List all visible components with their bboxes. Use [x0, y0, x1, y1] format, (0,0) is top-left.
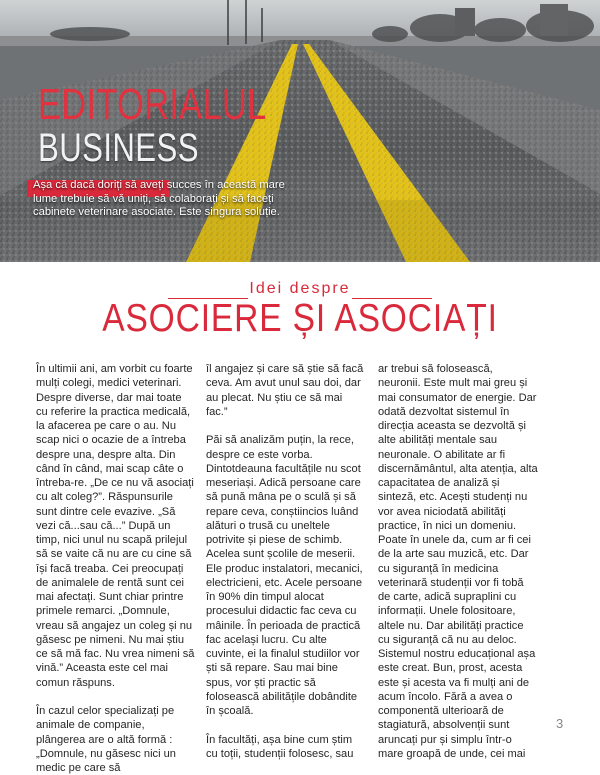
paragraph: În ultimii ani, am vorbit cu foarte mulți colegi, medici veterinari. Despre diverse, dar mai toate cu referire la practica medicală, la afacerea pe care o au. Nu scap nici o ocazie de a întreba despre una, despre alta. Din când în când, mai scap câte o întreba-re. „De ce nu vă asociați cu alt coleg?”. Răspunsurile sunt dintre cele evazive. „Să vezi că...sau că...” După un timp, nici unul nu scapă prilejul să se vaite că nu are cu cine să își facă treaba. Cei preocupați de animalele de rentă sunt cei mai afectați. Sunt chiar printre primele remarci. „Domnule, vreau să angajez un coleg și nu găsesc pe nimeni. Nu mai știu ce să mă fac. Nu vrea nimeni să vină.” Aceasta este cel mai comun răspuns. [36, 363, 195, 689]
hero-photo [0, 0, 600, 262]
body-column-1 [36, 362, 196, 774]
article-title: ASOCIERE ȘI ASOCIAȚI [102, 297, 498, 340]
paragraph: În facultăți, așa bine cum știm cu toții, studenții folosesc, sau [206, 733, 354, 760]
paragraph: ar trebui să folosească, neuronii. Este mult mai greu și mai consumator de energie. Dar odată dezvoltat sistemul în direcția aceasta se dezvoltă și alte abilități mentale sau neuronale. O abilitate ar fi discernământul, alta atenția, alta capacitatea de analiză și sinteză, etc. Acești studenți nu vor avea niciodată abilități practice, în nici un domeniu. Poate în unele da, cum ar fi cei de la arte sau muzică, etc. Dar cu siguranță în medicina veterinară studenții vor fi tobă de carte, adică supraplini cu informații. Unele folositoare, altele nu. Dar abilități practice cu siguranță că nu au deloc. Sistemul nostru educațional așa este creat. Bun, prost, acesta este și acesta va fi mulți ani de acum încolo. Fără a avea o componentă ulterioară de stagiatură, absolvenții sunt aruncați pur și simplu într-o mare groapă de unde, cei mai [378, 363, 538, 760]
section-title-line1: EDITORIALUL [38, 80, 267, 129]
lead-text: Așa că dacă doriți să aveți succes în această mare lume trebuie să vă uniți, să colaborați și să faceți cabinete veterinare asociate. Este singura soluție. [33, 179, 285, 219]
paragraph: îl angajez și care să știe să facă ceva. Am avut unul sau doi, dar au plecat. Nu știu ce să mai fac.” [206, 363, 364, 418]
paragraph: Păi să analizăm puțin, la rece, despre ce este vorba. Dintotdeauna facultățile nu scot meseriași. Adică persoane care să pună mâna pe o sculă și să repare ceva, conștiincios luând alături o trusă cu uneltele potrivite și piese de schimb. Acelea sunt școlile de meserii. Ele produc instalatori, mecanici, electricieni, etc. Acele persoane în 90% din timpul alocat procesului didactic fac ceva cu mâinile. În perioada de practică fac același lucru. Cu alte cuvinte, ei la finalul studiilor vor ști să repare. Sau mai bine spus, vor ști practic să folosească abilitățile dobândite în școală. [206, 434, 363, 717]
body-column-3 [378, 362, 538, 760]
article-kicker: Idei despre [249, 280, 351, 297]
paragraph: În cazul celor specializați pe animale de companie, plângerea are o altă formă : „Domnule, nu găsesc nici un medic pe care să [36, 705, 176, 774]
body-column-2 [206, 362, 366, 760]
page-number: 3 [556, 716, 564, 731]
section-title-line2: BUSINESS [38, 126, 199, 170]
